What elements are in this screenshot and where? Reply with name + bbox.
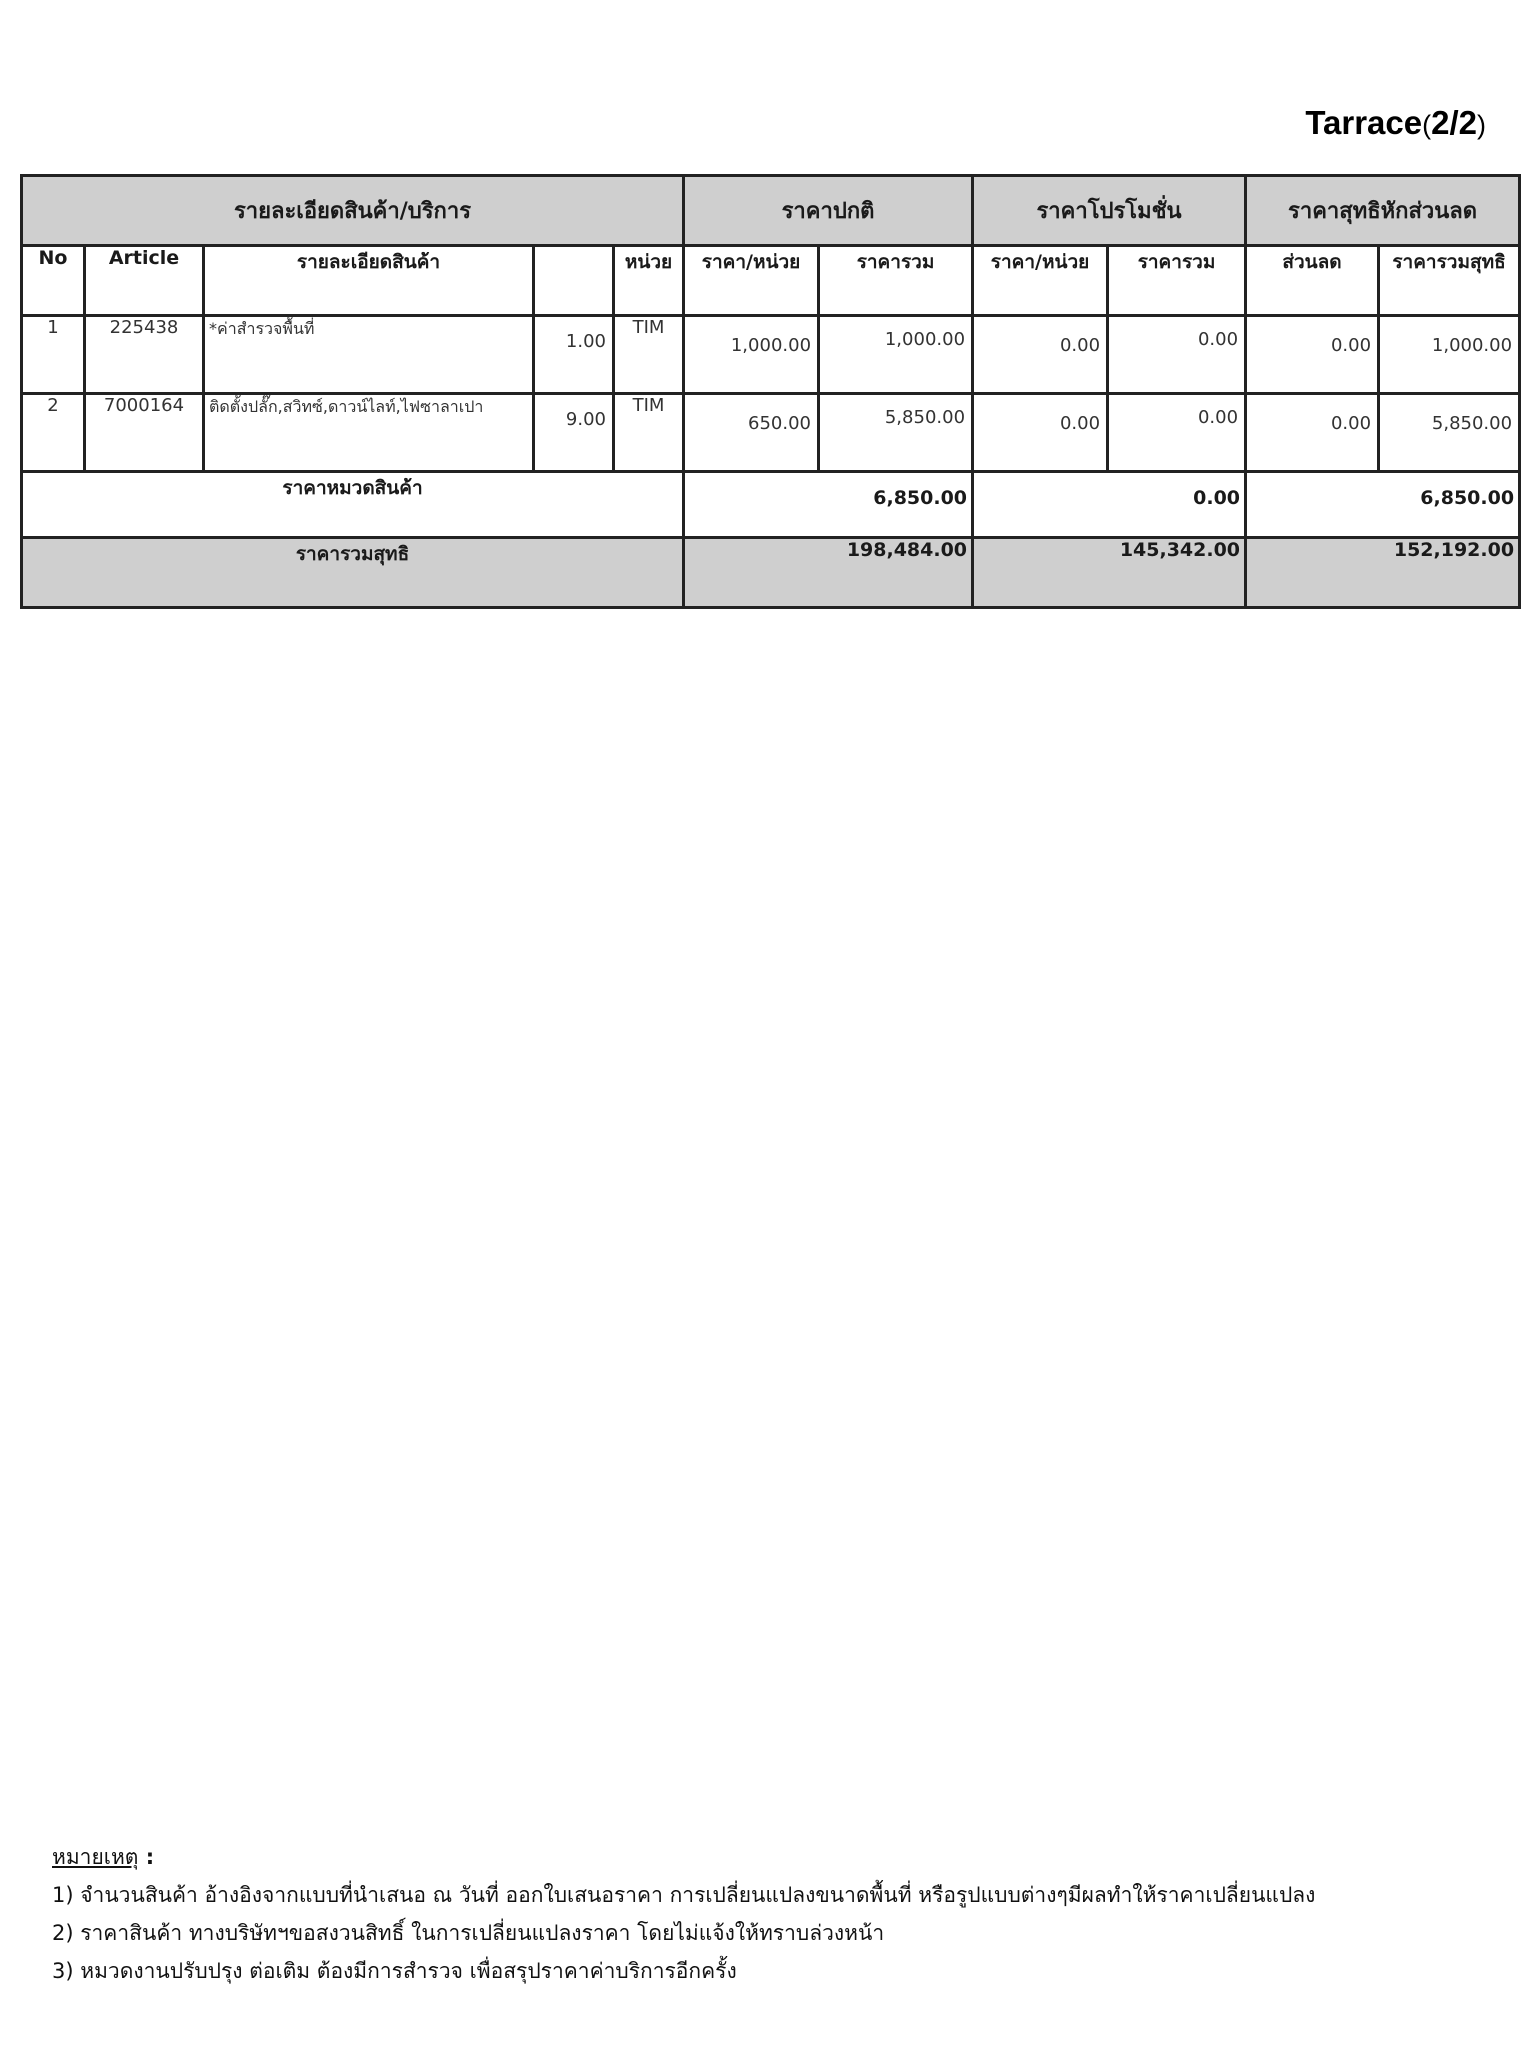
table-row [22,316,1520,394]
page-number-close-paren: ) [1477,110,1486,140]
group-header-details: รายละเอียดสินค้า/บริการ [22,176,684,246]
cell-discount: 0.00 [1246,316,1379,394]
cell-promo-unit-price: 0.00 [973,316,1108,394]
cell-unit-price: 1,000.00 [684,316,819,394]
grand-total-row [22,538,1520,608]
col-header-net-total: ราคารวมสุทธิ [1379,246,1520,316]
grand-total-net: 152,192.00 [1246,538,1520,608]
cell-promo-unit-price: 0.00 [973,394,1108,472]
col-header-promo-unit-price: ราคา/หน่วย [973,246,1108,316]
page-number: 2/2 [1431,104,1477,141]
cell-description: *ค่าสำรวจพื้นที่ [204,316,534,394]
cell-qty: 9.00 [534,394,614,472]
cell-unit-price: 650.00 [684,394,819,472]
col-header-description: รายละเอียดสินค้า [204,246,534,316]
subtotal-net: 6,850.00 [1246,472,1520,538]
quotation-table [20,174,1521,609]
grand-total-promo: 145,342.00 [973,538,1246,608]
cell-unit: TIM [614,316,684,394]
group-header-row [22,176,1520,246]
cell-discount: 0.00 [1246,394,1379,472]
remark-item: 3) หมวดงานปรับปรุง ต่อเติม ต้องมีการสำรวจ เพื่อสรุปราคาค่าบริการอีกครั้ง [52,1959,737,1983]
group-header-regular-price: ราคาปกติ [684,176,973,246]
cell-no: 2 [22,394,85,472]
column-header-row [22,246,1520,316]
col-header-unit: หน่วย [614,246,684,316]
col-header-no: No [22,246,85,316]
page-title [1305,104,1486,142]
grand-total-label: ราคารวมสุทธิ [22,538,684,608]
table-row [22,394,1520,472]
remarks-colon: : [138,1845,155,1869]
grand-total-regular: 198,484.00 [684,538,973,608]
cell-promo-total: 0.00 [1108,316,1246,394]
cell-total: 1,000.00 [819,316,973,394]
subtotal-label: ราคาหมวดสินค้า [22,472,684,538]
col-header-discount: ส่วนลด [1246,246,1379,316]
remark-item: 2) ราคาสินค้า ทางบริษัทฯขอสงวนสิทธิ์ ในการเปลี่ยนแปลงราคา โดยไม่แจ้งให้ทราบล่วงหน้า [52,1921,885,1945]
col-header-qty [534,246,614,316]
document-title: Tarrace [1305,104,1423,141]
cell-qty: 1.00 [534,316,614,394]
col-header-article: Article [85,246,204,316]
remarks-heading: หมายเหตุ [52,1845,139,1869]
subtotal-promo: 0.00 [973,472,1246,538]
col-header-total: ราคารวม [819,246,973,316]
col-header-unit-price: ราคา/หน่วย [684,246,819,316]
col-header-promo-total: ราคารวม [1108,246,1246,316]
cell-net-total: 1,000.00 [1379,316,1520,394]
cell-description: ติดตั้งปลั๊ก,สวิทซ์,ดาวน์ไลท์,ไฟซาลาเปา [204,394,534,472]
group-header-promo-price: ราคาโปรโมชั่น [973,176,1246,246]
cell-article: 225438 [85,316,204,394]
subtotal-row [22,472,1520,538]
group-header-net-price: ราคาสุทธิหักส่วนลด [1246,176,1520,246]
cell-promo-total: 0.00 [1108,394,1246,472]
cell-net-total: 5,850.00 [1379,394,1520,472]
remark-item: 1) จำนวนสินค้า อ้างอิงจากแบบที่นำเสนอ ณ วันที่ ออกใบเสนอราคา การเปลี่ยนแปลงขนาดพื้นที่ หรือรูปแบบต่างๆมีผลทำให้ราคาเปลี่ยนแปลง [52,1883,1316,1907]
cell-article: 7000164 [85,394,204,472]
page-number-open-paren: ( [1422,110,1432,140]
remarks-section [52,1838,1315,1990]
subtotal-regular: 6,850.00 [684,472,973,538]
cell-unit: TIM [614,394,684,472]
cell-total: 5,850.00 [819,394,973,472]
cell-no: 1 [22,316,85,394]
remarks-heading-line [52,1838,1315,1876]
